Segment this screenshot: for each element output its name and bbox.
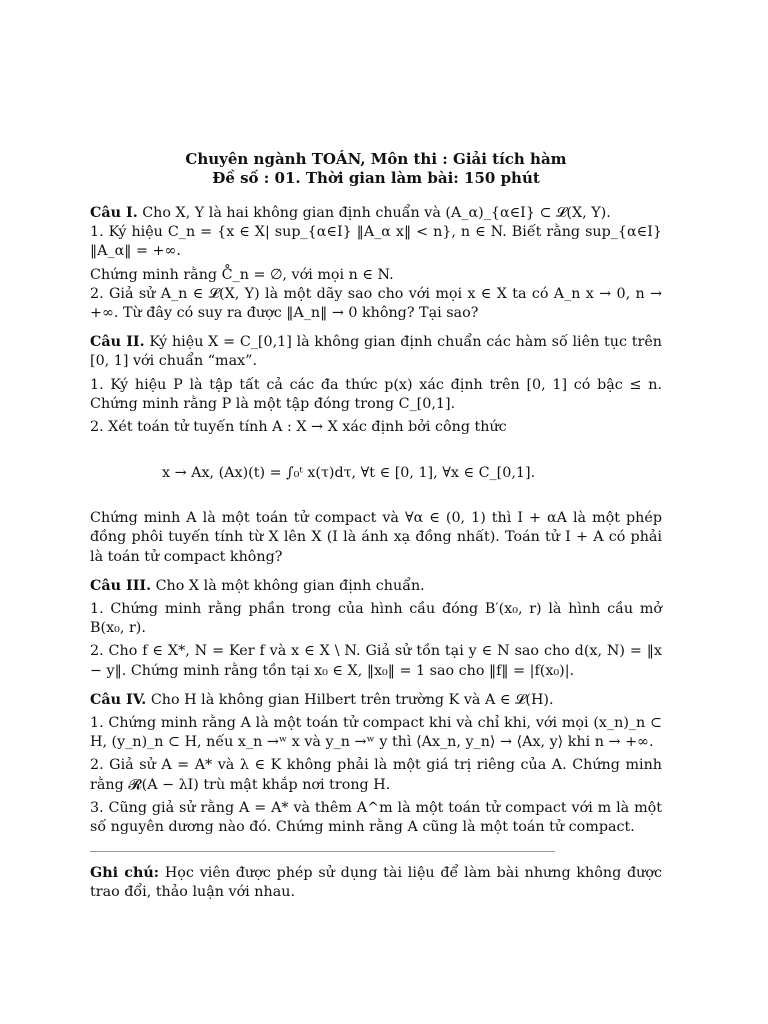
exam-title [90, 150, 662, 188]
question-1 [90, 204, 662, 323]
question-1-part-2: 2. Giả sử A_n ∈ 𝓛(X, Y) là một dãy sao cho với mọi x ∈ X ta có A_n x → 0, n → +∞. Từ đây có suy ra được ‖A_n‖ → 0 không? Tại sao? [90, 285, 662, 322]
title-line-1: Chuyên ngành TOÁN, Môn thi : Giải tích hàm [185, 150, 567, 168]
question-3 [90, 577, 662, 681]
question-4-intro: Cho H là không gian Hilbert trên trường K và A ∈ 𝓛(H). [150, 691, 554, 708]
note [90, 864, 662, 902]
question-2-part-3: Chứng minh A là một toán tử compact và ∀α ∈ (0, 1) thì I + αA là một phép đồng phôi tuyến tính từ X lên X (I là ánh xạ đồng nhất). Toán tử I + A có phải là toán tử compact không? [90, 510, 662, 565]
question-4-part-1: 1. Chứng minh rằng A là một toán tử compact khi và chỉ khi, với mọi (x_n)_n ⊂ H, (y_n)_n ⊂ H, nếu x_n →ʷ x và y_n →ʷ y thì ⟨Ax_n, y_n⟩ → ⟨Ax, y⟩ khi n → +∞. [90, 715, 662, 751]
question-2 [90, 333, 662, 567]
question-1-intro: Cho X, Y là hai không gian định chuẩn và (A_α)_{α∈I} ⊂ 𝓛(X, Y). [142, 205, 611, 221]
question-2-label: Câu II. [90, 334, 145, 351]
note-label: Ghi chú: [90, 865, 160, 882]
integral-operator-formula: x → Ax, (Ax)(t) = ∫₀ᵗ x(τ)dτ, ∀t ∈ [0, 1], ∀x ∈ C_[0,1]. [162, 465, 536, 482]
question-2-intro: Ký hiệu X = C_[0,1] là không gian định chuẩn các hàm số liên tục trên [0, 1] với chuẩn “max”. [90, 334, 663, 370]
separator-line [90, 851, 555, 852]
question-3-part-1: 1. Chứng minh rằng phần trong của hình cầu đóng B′(x₀, r) là hình cầu mở B(x₀, r). [90, 601, 662, 637]
question-1-part-1b: Chứng minh rằng C̊_n = ∅, với mọi n ∈ N. [90, 266, 394, 283]
note-text: Học viên được phép sử dụng tài liệu để làm bài nhưng không được trao đổi, thảo luận với nhau. [90, 865, 662, 901]
question-3-label: Câu III. [90, 577, 152, 594]
title-line-2: Đề số : 01. Thời gian làm bài: 150 phút [212, 169, 540, 187]
question-4-part-2: 2. Giả sử A = A* và λ ∈ K không phải là một giá trị riêng của A. Chứng minh rằng 𝓡(A − λI) trù mật khắp nơi trong H. [90, 757, 662, 793]
question-4 [90, 691, 662, 837]
question-3-intro: Cho X là một không gian định chuẩn. [155, 577, 425, 594]
question-2-part-2: 2. Xét toán tử tuyến tính A : X → X xác định bởi công thức [90, 419, 507, 436]
exam-page [90, 150, 662, 903]
question-4-label: Câu IV. [90, 691, 147, 708]
question-3-part-2: 2. Cho f ∈ X*, N = Ker f và x ∈ X \ N. Giả sử tồn tại y ∈ N sao cho d(x, N) = ‖x − y‖. Chứng minh rằng tồn tại x₀ ∈ X, ‖x₀‖ = 1 sao cho ‖f‖ = |f(x₀)|. [90, 643, 662, 679]
question-1-part-1a: 1. Ký hiệu C_n = {x ∈ X| sup_{α∈I} ‖A_α x‖ < n}, n ∈ N. Biết rằng sup_{α∈I} ‖A_α‖ = +∞. [90, 224, 662, 260]
question-4-part-3: 3. Cũng giả sử rằng A = A* và thêm A^m là một toán tử compact với m là một số nguyên dương nào đó. Chứng minh rằng A cũng là một toán tử compact. [90, 799, 662, 836]
question-2-part-1: 1. Ký hiệu P là tập tất cả các đa thức p(x) xác định trên [0, 1] có bậc ≤ n. Chứng minh rằng P là một tập đóng trong C_[0,1]. [90, 376, 662, 412]
question-1-label: Câu I. [90, 205, 138, 221]
